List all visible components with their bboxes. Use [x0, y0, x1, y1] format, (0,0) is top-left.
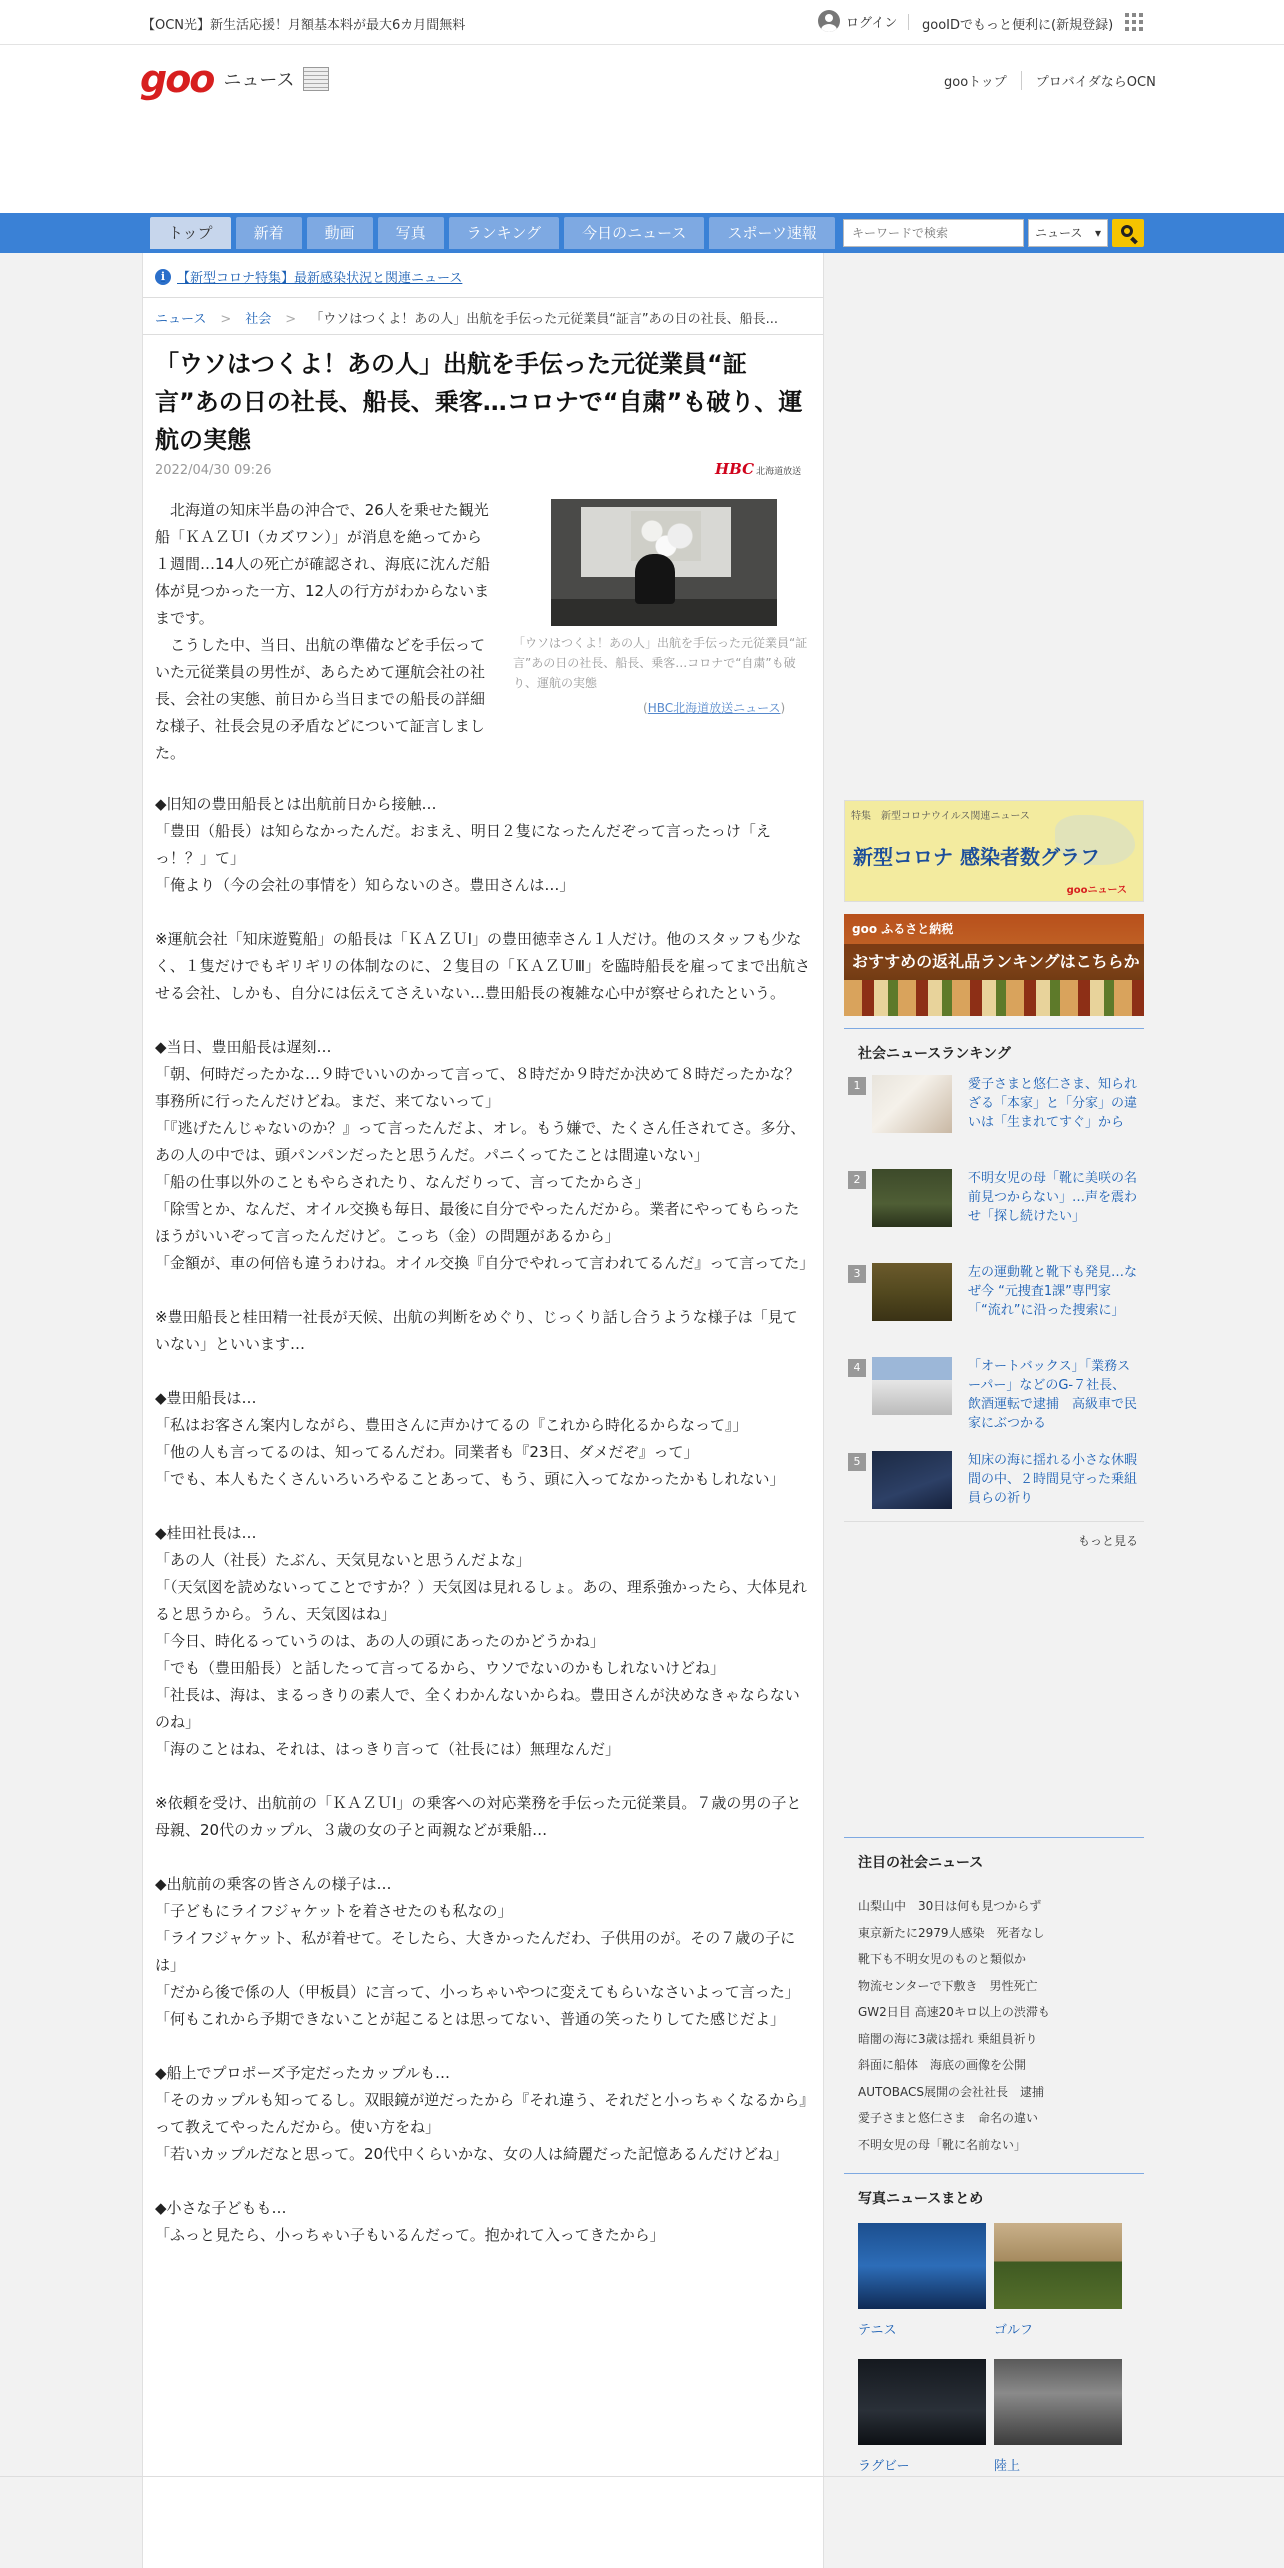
ocn-provider-link[interactable]: プロバイダならOCN	[1021, 71, 1170, 90]
photo-news-thumbnail	[994, 2223, 1122, 2309]
body-paragraph: 「そのカップルも知ってるし。双眼鏡が逆だったから『それ違う、それだと小っちゃくなるから』って教えてやったんだから。使い方をね」	[155, 2091, 807, 2136]
body-paragraph: 「あの人（社長）たぶん、天気見ないと思うんだよな」	[155, 1551, 531, 1569]
login-label: ログイン	[846, 15, 898, 31]
tab-photo[interactable]: 写真	[378, 217, 444, 249]
body-paragraph	[155, 2168, 811, 2195]
body-paragraph: ※依頼を受け、出航前の「ＫＡＺＵⅠ」の乗客への対応業務を手伝った元従業員。７歳の男の子と母親、20代のカップル、３歳の女の子と両親などが乗船…	[155, 1794, 802, 1839]
breadcrumb-separator: >	[285, 312, 297, 327]
body-paragraph: 「ふっと見たら、小っちゃい子もいるんだって。抱かれて入ってきたから」	[155, 2226, 665, 2244]
body-paragraph: 「でも、本人もたくさんいろいろやることあって、もう、頭に入ってなかったかもしれない」	[155, 1470, 785, 1488]
banner-title: おすすめの返礼品ランキングはこちらか	[844, 944, 1144, 980]
breadcrumb-current: 「ウソはつくよ！あの人」出航を手伝った元従業員“証言”あの日の社長、船長...	[310, 312, 779, 327]
photo-source-open: (	[643, 701, 648, 715]
search-input[interactable]	[843, 219, 1024, 247]
goo-news-logo[interactable]	[140, 57, 329, 101]
body-paragraph: ◆旧知の豊田船長とは出航前日から接触…	[155, 795, 437, 813]
focus-news-item[interactable]: 東京新たに2979人感染 死者なし	[858, 1925, 1045, 1940]
article-photo[interactable]	[551, 499, 777, 626]
main-nav	[0, 213, 1284, 253]
body-paragraph: 「朝、何時だったかな…９時でいいのかって言って、８時だか９時だか決めて８時だったかな？事務所に行ったんだけどね。まだ、来てないって」	[155, 1065, 800, 1110]
more-ranking-link[interactable]: もっと見る	[1077, 1534, 1138, 1548]
tab-new[interactable]: 新着	[236, 217, 302, 249]
photo-news-thumbnail	[858, 2223, 986, 2309]
tab-video[interactable]: 動画	[307, 217, 373, 249]
body-paragraph: ◆出航前の乗客の皆さんの様子は…	[155, 1875, 392, 1893]
food-image	[844, 980, 1144, 1016]
body-paragraph: 「今日、時化るっていうのは、あの人の頭にあったのかどうかね」	[155, 1632, 605, 1650]
ranking-thumbnail	[872, 1451, 952, 1509]
photo-source-link[interactable]: HBC北海道放送ニュース	[647, 701, 781, 715]
article-column	[142, 253, 824, 2568]
article-lead	[155, 497, 495, 767]
breadcrumb-society[interactable]: 社会	[245, 312, 272, 327]
news-logo-text: ニュース	[223, 70, 295, 91]
focus-news-item[interactable]: 物流センターで下敷き 男性死亡	[858, 1978, 1038, 1993]
goo-top-link[interactable]: gooトップ	[944, 75, 1007, 90]
top-bar	[0, 0, 1284, 45]
body-paragraph: ◆船上でプロポーズ予定だったカップルも…	[155, 2064, 451, 2082]
ranking-headline: 知床の海に揺れる小さな休暇間の中、２時間見守った乗組員らの祈り	[968, 1453, 1138, 1506]
header-links	[930, 71, 1170, 90]
ranking-thumbnail	[872, 1357, 952, 1415]
nav-tabs	[150, 217, 840, 249]
ranking-thumbnail	[872, 1169, 952, 1227]
ranking-thumbnail	[872, 1263, 952, 1321]
body-paragraph: ◆豊田船長は…	[155, 1389, 257, 1407]
body-paragraph	[155, 1493, 811, 1520]
body-paragraph: 「ライフジャケット、私が着せて。そしたら、大きかったんだわ、子供用のが。その７歳の子には」	[155, 1929, 796, 1974]
ocn-promo-link[interactable]: 【OCN光】新生活応援！月額基本料が最大6カ月間無料	[142, 18, 466, 33]
corona-special-link[interactable]	[155, 267, 462, 286]
newspaper-icon	[303, 67, 329, 91]
ranking-item[interactable]	[844, 1263, 1144, 1345]
body-paragraph: ※運航会社「知床遊覧船」の船長は「ＫＡＺＵⅠ」の豊田徳幸さん１人だけ。他のスタッフも少なく、１隻だけでもギリギリの体制なのに、２隻目の「ＫＡＺＵⅢ」を臨時船長を雇ってまで出航させる会社、しかも、自分には伝えてさえいない…豊田船長の複雑な心中が察せられたという。	[155, 930, 811, 1002]
body-paragraph	[155, 1763, 811, 1790]
body-paragraph: 「除雪とか、なんだ、オイル交換も毎日、最後に自分でやったんだから。業者にやってもらったほうがいいぞって言ったんだけど。こっち（金）の問題があるから」	[155, 1200, 800, 1245]
focus-news-item[interactable]: 斜面に船体 海底の画像を公開	[858, 2058, 1027, 2072]
rank-number: 4	[848, 1359, 866, 1377]
ranking-item[interactable]	[844, 1169, 1144, 1251]
body-paragraph: 「金額が、車の何倍も違うわけね。オイル交換『自分でやれって言われてるんだ』って言ってた」	[155, 1254, 815, 1272]
photo-news-thumbnail	[858, 2359, 986, 2445]
hbc-logo-text: HBC	[715, 460, 755, 478]
divider	[143, 334, 823, 335]
body-paragraph: 「若いカップルだなと思って。20代中くらいかな、女の人は綺麗だった記憶あるんだけどね」	[155, 2145, 789, 2163]
search-icon	[1121, 225, 1133, 237]
photo-source-close: )	[780, 701, 786, 715]
focus-news-item[interactable]: 不明女児の母「靴に名前ない」	[858, 2137, 1027, 2152]
article-title: 「ウソはつくよ！あの人」出航を手伝った元従業員“証言”あの日の社長、船長、乗客…コロナで“自粛”も破り、運航の実態	[155, 350, 803, 454]
focus-news-item[interactable]: GW2日目 高速20キロ以上の渋滞も	[858, 2005, 1050, 2019]
focus-section-title: 注目の社会ニュース	[844, 1837, 1144, 1877]
hbc-source-logo[interactable]	[715, 460, 801, 478]
furusato-ranking-banner[interactable]	[844, 914, 1144, 1016]
body-paragraph: ◆当日、豊田船長は遅刻…	[155, 1038, 332, 1056]
goo-logo-text: goo	[140, 57, 214, 101]
body-paragraph: 「私はお客さん案内しながら、豊田さんに声かけてるの『これから時化るからなって』」	[155, 1416, 748, 1434]
body-paragraph	[155, 899, 811, 926]
breadcrumb	[155, 308, 815, 327]
breadcrumb-news[interactable]: ニュース	[155, 312, 207, 327]
body-paragraph: 「海のことはね、それは、はっきり言って（社長には）無理なんだ」	[155, 1740, 621, 1758]
focus-news-item[interactable]: 山梨山中 30日は何も見つからず	[858, 1899, 1042, 1913]
banner-title: 新型コロナ 感染者数グラフ	[853, 845, 1100, 869]
ranking-section-title: 社会ニュースランキング	[844, 1028, 1144, 1068]
photo-news-item[interactable]	[858, 2223, 986, 2338]
goo-news-logo-small: gooニュース	[1066, 885, 1127, 896]
body-paragraph: 「豊田（船長）は知らなかったんだ。おまえ、明日２隻になったんだぞって言ったっけ「えっ！？」て」	[155, 822, 771, 867]
tab-today[interactable]: 今日のニュース	[564, 217, 704, 249]
divider	[143, 297, 823, 298]
rank-number: 2	[848, 1171, 866, 1189]
gooid-register-link[interactable]: gooIDでもっと便利に(新規登録)	[922, 18, 1114, 33]
corona-graph-banner[interactable]	[844, 800, 1144, 902]
ranking-headline: 左の運動靴と靴下も発見…なぜ今 “元捜査1課”専門家「“流れ”に沿った捜索に」	[968, 1265, 1138, 1318]
ranking-thumbnail	[872, 1075, 952, 1133]
body-paragraph: ※豊田船長と桂田精一社長が天候、出航の判断をめぐり、じっくり話し合うような様子は「見ていない」といいます…	[155, 1308, 798, 1353]
corona-special-label: 【新型コロナ特集】最新感染状況と関連ニュース	[177, 271, 463, 286]
ranking-headline: 愛子さまと悠仁さま、知られざる「本家」と「分家」の違いは「生まれてすぐ」から	[968, 1077, 1138, 1130]
photo-news-item[interactable]	[994, 2223, 1122, 2338]
focus-news-list	[858, 1893, 1138, 2158]
body-paragraph: ◆桂田社長は…	[155, 1524, 257, 1542]
article-date: 2022/04/30 09:26	[155, 463, 272, 478]
body-paragraph: ◆小さな子どもも…	[155, 2199, 287, 2217]
tab-sports[interactable]: スポーツ速報	[709, 217, 834, 249]
search-scope-select[interactable]: ニュース ▾	[1028, 219, 1108, 247]
article-body	[155, 791, 815, 2249]
photo-news-thumbnail	[994, 2359, 1122, 2445]
rank-number: 3	[848, 1265, 866, 1283]
photo-news-label: 陸上	[994, 2459, 1021, 2474]
photo-source	[643, 699, 785, 716]
info-icon: i	[155, 269, 171, 285]
photo-news-label: ラグビー	[858, 2459, 910, 2474]
breadcrumb-separator: >	[220, 312, 232, 327]
photo-news-item[interactable]	[994, 2359, 1122, 2474]
ranking-item[interactable]	[844, 1075, 1144, 1157]
focus-news-item[interactable]: AUTOBACS展開の会社社長 逮捕	[858, 2084, 1044, 2099]
body-paragraph: 「他の人も言ってるのは、知ってるんだわ。同業者も『23日、ダメだぞ』って」	[155, 1443, 699, 1461]
photo-caption: 「ウソはつくよ！あの人」出航を手伝った元従業員“証言”あの日の社長、船長、乗客…コロナで“自粛”も破り、運航の実態	[513, 636, 808, 690]
body-paragraph	[155, 2033, 811, 2060]
body-paragraph: 「俺より（今の会社の事情を）知らないのさ。豊田さんは…」	[155, 876, 575, 894]
photo-news-item[interactable]	[858, 2359, 986, 2474]
hbc-logo-sub: 北海道放送	[756, 467, 802, 477]
tab-ranking[interactable]: ランキング	[449, 217, 560, 249]
ranking-headline: 不明女児の母「靴に美咲の名前見つからない」…声を震わせ「探し続けたい」	[968, 1171, 1138, 1224]
ranking-headline: 「オートバックス」「業務スーパー」などのG-７社長、飲酒運転で逮捕 高級車で民家にぶつかる	[968, 1359, 1138, 1431]
body-paragraph: 「何もこれから予期できないことが起こるとは思ってない、普通の笑ったりしてた感じだよ」	[155, 2010, 786, 2028]
focus-news-item[interactable]: 暗闇の海に3歳は揺れ 乗組員祈り	[858, 2031, 1038, 2046]
apps-grid-icon[interactable]	[1125, 13, 1143, 31]
site-header	[0, 45, 1284, 213]
body-paragraph: 「船の仕事以外のこともやらされたり、なんだりって、言ってたからさ」	[155, 1173, 650, 1191]
body-paragraph	[155, 1007, 811, 1034]
body-paragraph: 「だから後で係の人（甲板員）に言って、小っちゃいやつに変えてもらいなさいよって言った」	[155, 1983, 800, 2001]
login-link[interactable]	[818, 10, 897, 32]
body-paragraph	[155, 1277, 811, 1304]
tab-top[interactable]: トップ	[150, 217, 231, 249]
divider	[844, 1521, 1144, 1522]
banner-brand: goo ふるさと納税	[852, 922, 954, 936]
rank-number: 5	[848, 1453, 866, 1471]
focus-news-item[interactable]: 靴下も不明女児のものと類似か	[858, 1952, 1027, 1966]
body-paragraph: 「社長は、海は、まるっきりの素人で、全くわかんないからね。豊田さんが決めなきゃならないのね」	[155, 1686, 800, 1731]
divider	[908, 14, 909, 30]
lead-paragraph: こうした中、当日、出航の準備などを手伝っていた元従業員の男性が、あらためて運航会社の社長、会社の実態、前日から当日までの船長の詳細な様子、社長会見の矛盾などについて証言しました。	[155, 636, 486, 762]
body-paragraph	[155, 1358, 811, 1385]
body-paragraph: 「でも（豊田船長）と話したって言ってるから、ウソでないのかもしれないけどね」	[155, 1659, 726, 1677]
search-button[interactable]	[1112, 219, 1144, 247]
banner-caption: 特集 新型コロナウイルス関連ニュース	[851, 811, 1030, 822]
divider	[0, 2476, 1284, 2477]
body-paragraph	[155, 1844, 811, 1871]
body-paragraph: 「子どもにライフジャケットを着させたのも私なの」	[155, 1902, 513, 1920]
focus-news-item[interactable]: 愛子さまと悠仁さま 命名の違い	[858, 2111, 1039, 2125]
body-paragraph: 「『逃げたんじゃないのか？』って言ったんだよ、オレ。もう嫌で、たくさん任されてさ。多分、あの人の中では、頭パンパンだったと思うんだ。パニくってたことは間違いない」	[155, 1119, 806, 1164]
photo-news-label: テニス	[858, 2323, 897, 2338]
photo-news-section-title: 写真ニュースまとめ	[844, 2173, 1144, 2213]
user-icon	[818, 10, 840, 32]
rank-number: 1	[848, 1077, 866, 1095]
photo-news-label: ゴルフ	[994, 2323, 1034, 2338]
lead-paragraph: 北海道の知床半島の沖合で、26人を乗せた観光船「ＫＡＺＵⅠ（カズワン）」が消息を絶ってから１週間…14人の死亡が確認され、海底に沈んだ船体が見つかった一方、12人の行方がわからないままです。	[155, 501, 490, 627]
body-paragraph: 「（天気図を読めないってことですか？）天気図は見れるしょ。あの、理系強かったら、大体見れると思うから。うん、天気図はね」	[155, 1578, 807, 1623]
ranking-item[interactable]	[844, 1357, 1144, 1439]
